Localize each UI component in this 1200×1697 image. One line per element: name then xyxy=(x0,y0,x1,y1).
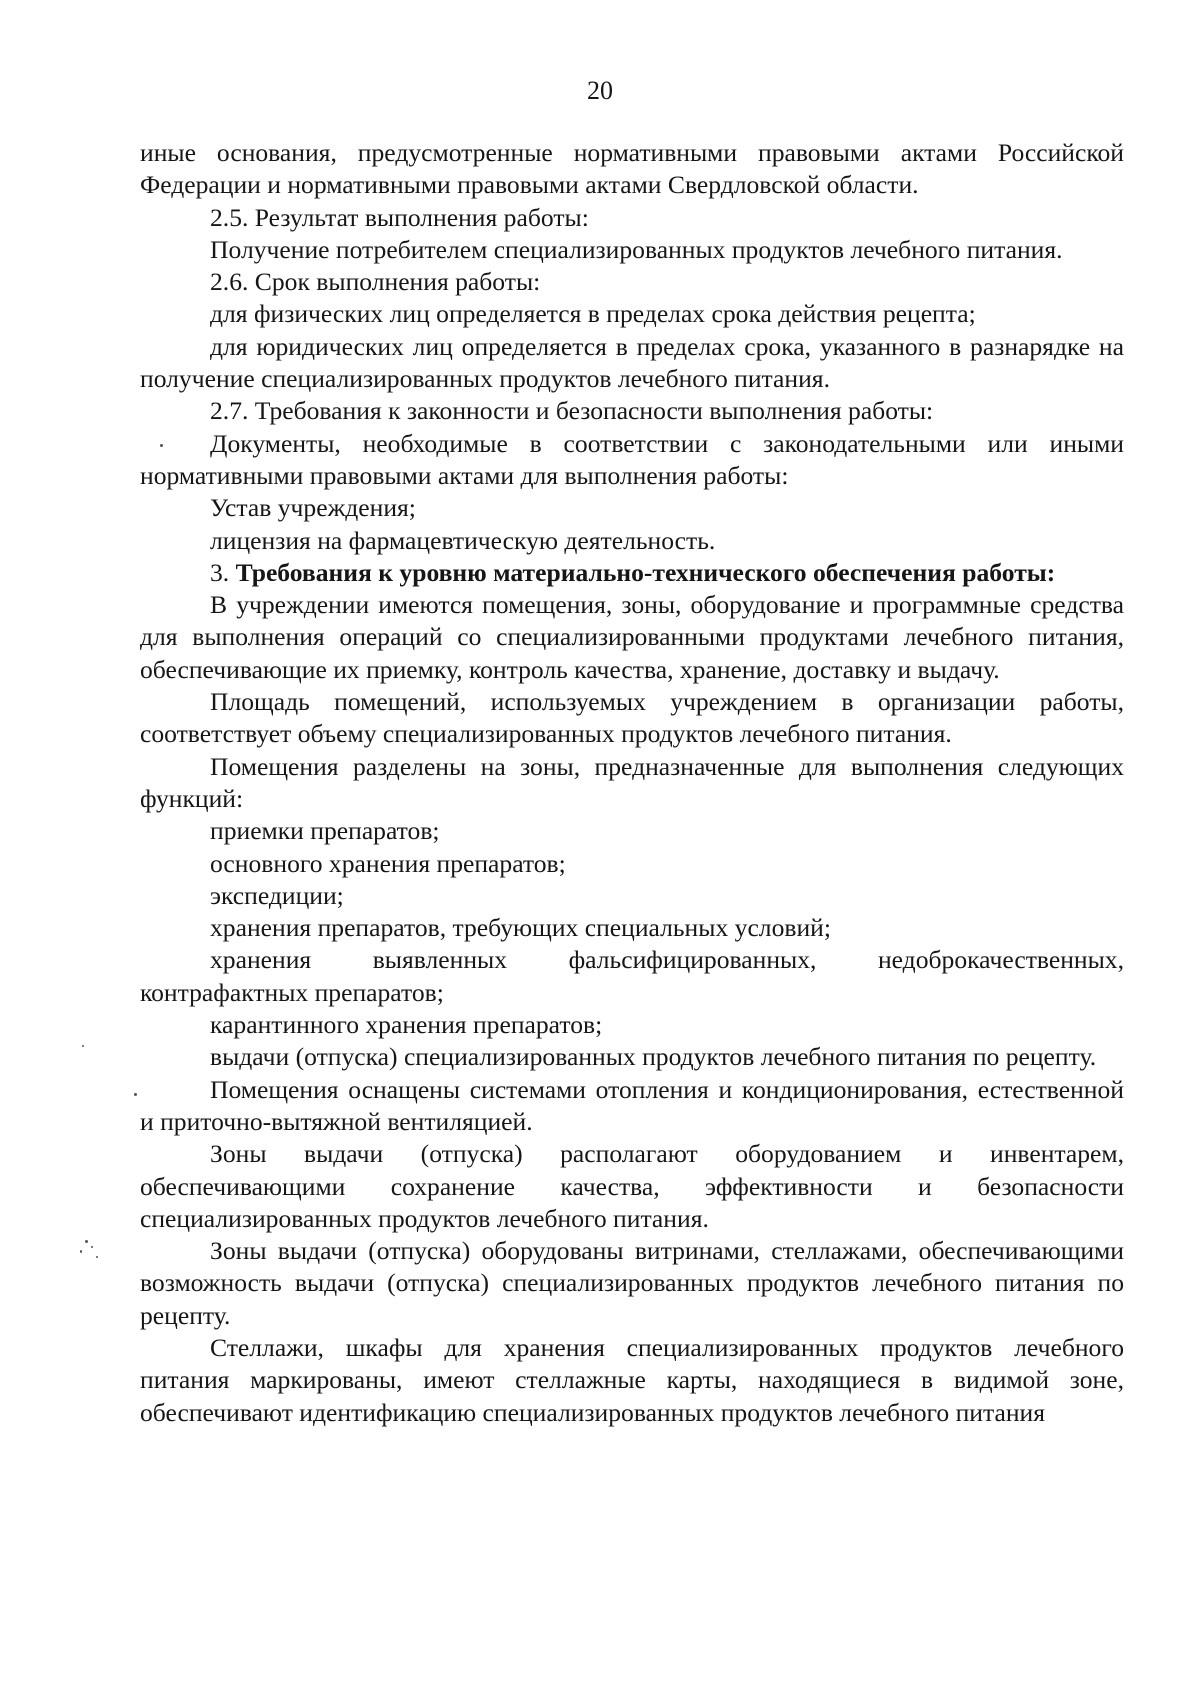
paragraph-2-5-heading: 2.5. Результат выполнения работы: xyxy=(210,202,589,232)
paragraph-heating: Помещения оснащены системами отопления и кондиционирования, естественной и приточно-вытяжной вентиляцией. xyxy=(140,1074,1124,1136)
paragraph-dispensing-equipment: Зоны выдачи (отпуска) располагают оборудованием и инвентарем, обеспечивающими сохранение качества, эффективности и безопасности специализированных продуктов лечебного питания. xyxy=(140,1139,1124,1233)
paragraph-2-6-heading: 2.6. Срок выполнения работы: xyxy=(210,267,541,297)
paragraph-premises: В учреждении имеются помещения, зоны, оборудование и программные средства для выполнения операций со специализированными продуктами лечебного питания, обеспечивающие их приемку, контроль качества, хранение, доставку и выдачу. xyxy=(140,590,1124,684)
list-item-main-storage: основного хранения препаратов; xyxy=(210,848,566,878)
document-body xyxy=(140,137,1124,1429)
paragraph-dispensing-showcases: Зоны выдачи (отпуска) оборудованы витринами, стеллажами, обеспечивающими возможность выдачи (отпуска) специализированных продуктов лечебного питания по рецепту. xyxy=(140,1236,1124,1330)
list-item-special-storage: хранения препаратов, требующих специальных условий; xyxy=(210,913,831,943)
section-3-title: Требования к уровню материально-технического обеспечения работы: xyxy=(235,557,1056,587)
section-3-heading xyxy=(140,557,1124,589)
list-item-quarantine: карантинного хранения препаратов; xyxy=(210,1010,603,1040)
scan-speck xyxy=(96,1256,98,1258)
scan-speck xyxy=(91,1246,93,1248)
page-number: 20 xyxy=(587,76,613,105)
list-item-counterfeit-storage: хранения выявленных фальсифицированных, недоброкачественных, контрафактных препаратов; xyxy=(140,945,1124,1007)
paragraph-license: лицензия на фармацевтическую деятельность. xyxy=(210,525,716,555)
paragraph-1: иные основания, предусмотренные нормативными правовыми актами Российской Федерации и нормативными правовыми актами Свердловской области. xyxy=(140,138,1124,200)
list-item-expedition: экспедиции; xyxy=(210,880,344,910)
paragraph-zones: Помещения разделены на зоны, предназначенные для выполнения следующих функций: xyxy=(140,751,1124,813)
scan-speck xyxy=(85,1240,88,1243)
scan-speck xyxy=(82,1045,84,1047)
section-3-number: 3. xyxy=(210,557,230,587)
paragraph-2-6-legal-entities: для юридических лиц определяется в пределах срока, указанного в разнарядке на получение специализированных продуктов лечебного питания. xyxy=(140,331,1124,394)
scan-speck xyxy=(80,1250,82,1253)
paragraph-charter: Устав учреждения; xyxy=(210,493,416,523)
list-item-acceptance: приемки препаратов; xyxy=(210,816,440,846)
paragraph-2-5-text: Получение потребителем специализированных продуктов лечебного питания. xyxy=(210,234,1063,264)
scan-speck xyxy=(160,444,163,447)
scan-speck xyxy=(134,1093,137,1096)
list-item-dispensing: выдачи (отпуска) специализированных продуктов лечебного питания по рецепту. xyxy=(210,1042,1097,1072)
paragraph-shelving: Стеллажи, шкафы для хранения специализированных продуктов лечебного питания маркированы, имеют стеллажные карты, находящиеся в видимой зоне, обеспечивают идентификацию специализированных продуктов лечебного питания xyxy=(140,1332,1124,1427)
paragraph-area: Площадь помещений, используемых учреждением в организации работы, соответствует объему специализированных продуктов лечебного питания. xyxy=(140,687,1124,749)
paragraph-2-7-heading: 2.7. Требования к законности и безопасности выполнения работы: xyxy=(210,396,934,426)
paragraph-2-7-documents: Документы, необходимые в соответствии с законодательными или иными нормативными правовыми актами для выполнения работы: xyxy=(140,428,1124,490)
paragraph-2-6-individuals: для физических лиц определяется в пределах срока действия рецепта; xyxy=(210,299,976,329)
